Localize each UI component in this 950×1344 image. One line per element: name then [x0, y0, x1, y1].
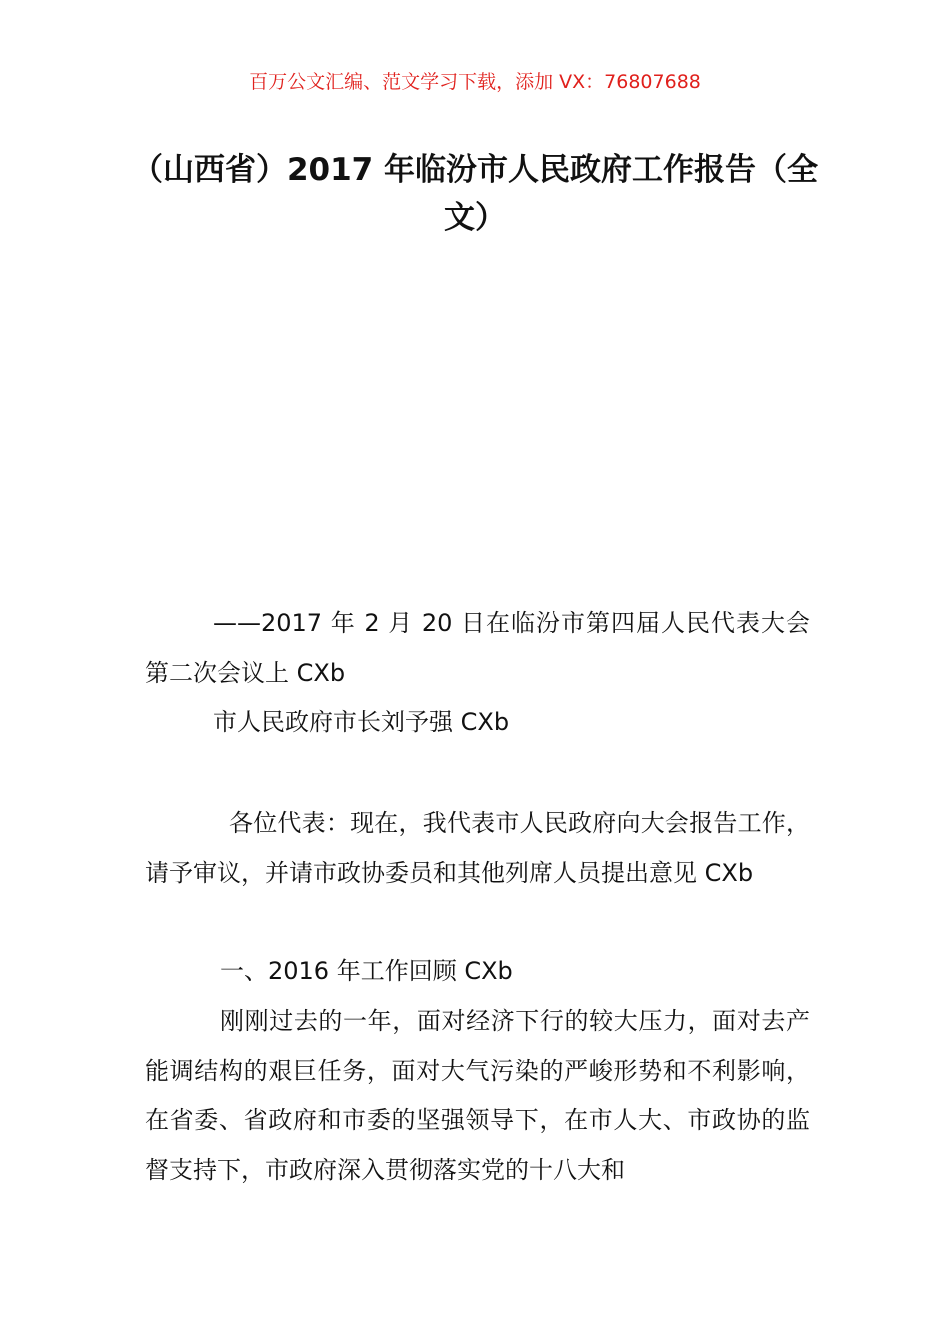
speaker-line: 市人民政府市长刘予强 CXb	[213, 708, 510, 736]
header-promo-note: 百万公文汇编、范文学习下载，添加 VX：76807688	[249, 71, 701, 93]
document-title: （山西省）2017 年临汾市人民政府工作报告（全文）	[131, 152, 819, 236]
section-heading: 一、2016 年工作回顾 CXb	[220, 957, 513, 985]
speech-occasion-paragraph: ——2017 年 2 月 20 日在临汾市第四届人民代表大会第二次会议上 CXb	[145, 609, 810, 687]
opening-address-paragraph: 各位代表：现在，我代表市人民政府向大会报告工作，请予审议，并请市政协委员和其他列席人员提出意见 CXb	[145, 809, 810, 887]
review-paragraph: 刚刚过去的一年，面对经济下行的较大压力，面对去产能调结构的艰巨任务，面对大气污染的严峻形势和不利影响，在省委、省政府和市委的坚强领导下，在市人大、市政协的监督支持下，市政府深入贯彻落实党的十八大和	[145, 1007, 810, 1184]
